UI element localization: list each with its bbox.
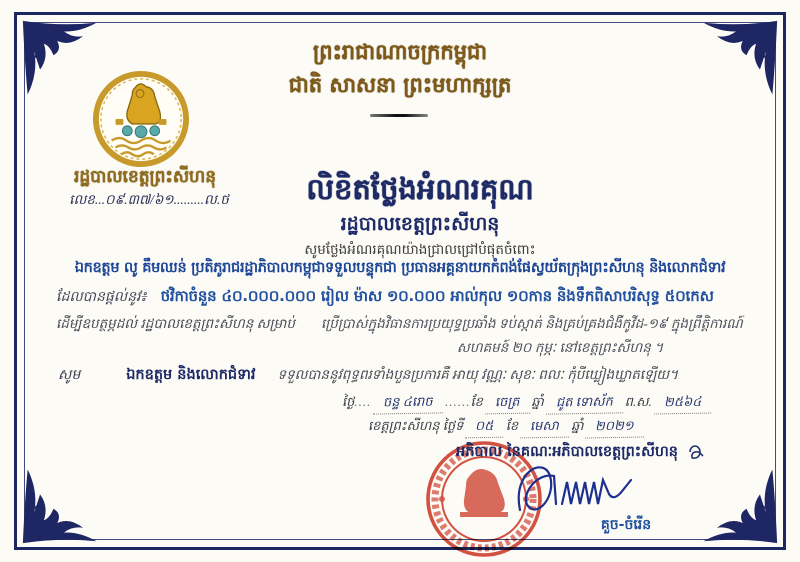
header-divider (370, 114, 428, 117)
support-row (56, 315, 770, 335)
pen-initial-swirl-icon (682, 444, 704, 464)
greg-month-label: ខែ (505, 418, 519, 433)
greg-year-label: ឆ្នាំ (571, 418, 584, 433)
kingdom-line: ព្រះរាជាណាចក្រកម្ពុជា (312, 40, 487, 64)
blessing-row (58, 365, 772, 387)
lunar-date-line (342, 394, 713, 414)
greg-day-value: ០៥ (465, 418, 504, 439)
recipient-line: ឯកឧត្តម លូ គឹមឈន់ ប្រតិភូរាជរដ្ឋាភិបាលកម្ពុជាទទួលបន្ទុកជា ប្រធានអគ្គនាយកកំពង់ផែស្វយ័តក្រុងព្រះសីហនុ និងលោកជំទាវ (74, 260, 726, 276)
lunar-day-value: ចន្ទ ៤រោច (373, 393, 443, 414)
lunar-era-value: ២៥៦៤ (654, 394, 712, 415)
issuer-name: រដ្ឋបាលខេត្តព្រះសីហនុ (73, 167, 217, 187)
wish-text: ទទួលបាននូវពុទ្ធពរទាំងបួនប្រការគឺ អាយុ វណ្ណៈ សុខៈ ពលៈ កុំបីឃ្លៀងឃ្លាតឡើយ។ (277, 367, 679, 382)
dots: .... (354, 394, 372, 409)
support-intro: ដើម្បីឧបត្ថម្ភដល់ រដ្ឋបាលខេត្តព្រះសីហនុ សម្រាប់ (56, 316, 295, 331)
signer-name: គួច-ចំរើន (600, 517, 652, 533)
gregorian-date-line (368, 418, 646, 438)
issuer-subtitle: រដ្ឋបាលខេត្តព្រះសីហនុ (340, 213, 500, 235)
support-purpose-continued: សហគមន៍ ២០ កុម្ភៈ នៅខេត្តព្រះសីហនុ ។ (456, 340, 664, 355)
signer-title-text: អភិបាល នៃគណៈអភិបាលខេត្តព្រះសីហនុ (456, 444, 678, 460)
lunar-day-label: ថ្ងៃ (342, 394, 355, 409)
donation-text: ថវិកាចំនួន ៤០.០០០.០០០ រៀល ម៉ាស ១០.០០០ អាល់កុល ១០កាន និងទឹកពិសាបរិសុទ្ធ ៥០កេស (160, 287, 714, 305)
lunar-month-value: ចេត្រ (485, 394, 530, 415)
greg-year-value: ២០២១ (585, 417, 644, 438)
provided-label: ដែលបានផ្តល់នូវ៖ (56, 290, 147, 305)
lunar-month-label: ខែ (470, 394, 483, 409)
provincial-seal-emblem-icon (92, 70, 190, 168)
greg-month-value: មេសា (520, 418, 569, 439)
motto-line: ជាតិ សាសនា ព្រះមហាក្សត្រ (288, 73, 512, 97)
support-purpose: ប្រើប្រាស់ក្នុងវិធានការប្រយុទ្ធប្រឆាំង ទប់ស្កាត់ និងគ្រប់គ្រងជំងឺកូវីដ-១៩ ក្នុងព្រឹត្តិការណ៍ (320, 316, 743, 331)
lunar-year-value: ជូត ទោស័ក (546, 393, 623, 414)
dots: ...... (444, 394, 471, 409)
reference-number: លេខ...០៩.៣៧/៦១.........ល.ថ (69, 192, 229, 207)
page-title: លិខិតថ្លែងអំណរគុណ (306, 172, 534, 206)
lunar-era-label: ព.ស. (624, 394, 652, 409)
salutation-line: សូមថ្លែងអំណរគុណយ៉ាងជ្រាលជ្រៅបំផុតចំពោះ (304, 242, 536, 257)
wish-recipient: ឯកឧត្តម និងលោកជំទាវ (126, 367, 256, 383)
corner-ornament-icon (20, 460, 106, 546)
place-day-label: ខេត្តព្រះសីហនុ ថ្ងៃទី (368, 418, 464, 433)
donation-row (56, 287, 770, 309)
corner-ornament-icon (694, 460, 780, 546)
wish-prefix: សូម (58, 368, 81, 383)
lunar-year-label: ឆ្នាំ (531, 394, 544, 409)
